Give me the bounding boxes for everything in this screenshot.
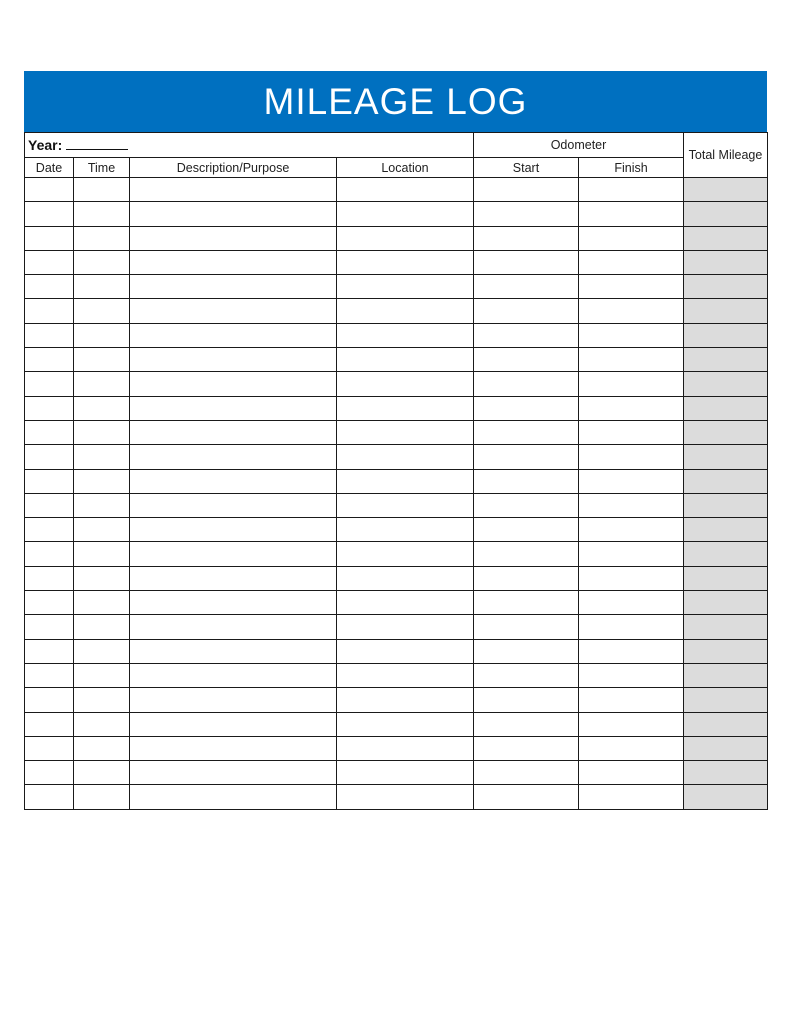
- table-row: [25, 396, 768, 420]
- total-mileage-cell[interactable]: [684, 178, 768, 202]
- odometer-finish-cell[interactable]: [579, 663, 684, 687]
- odometer-finish-cell[interactable]: [579, 202, 684, 226]
- location-cell[interactable]: [337, 445, 474, 469]
- odometer-finish-cell[interactable]: [579, 348, 684, 372]
- total-mileage-cell[interactable]: [684, 663, 768, 687]
- odometer-finish-cell[interactable]: [579, 420, 684, 444]
- time-cell[interactable]: [74, 542, 130, 566]
- total-mileage-cell[interactable]: [684, 639, 768, 663]
- odometer-start-cell[interactable]: [474, 712, 579, 736]
- location-cell[interactable]: [337, 226, 474, 250]
- odometer-start-cell[interactable]: [474, 736, 579, 760]
- location-cell[interactable]: [337, 250, 474, 274]
- mileage-log-sheet: [24, 71, 767, 810]
- odometer-finish-cell[interactable]: [579, 712, 684, 736]
- location-cell[interactable]: [337, 372, 474, 396]
- location-cell[interactable]: [337, 420, 474, 444]
- odometer-start-cell[interactable]: [474, 323, 579, 347]
- total-mileage-cell[interactable]: [684, 542, 768, 566]
- description-cell[interactable]: [130, 250, 337, 274]
- odometer-finish-cell[interactable]: [579, 736, 684, 760]
- description-cell[interactable]: [130, 178, 337, 202]
- location-cell[interactable]: [337, 348, 474, 372]
- time-cell[interactable]: [74, 712, 130, 736]
- table-row: [25, 761, 768, 785]
- table-row: [25, 420, 768, 444]
- time-cell[interactable]: [74, 761, 130, 785]
- odometer-start-cell[interactable]: [474, 250, 579, 274]
- time-cell[interactable]: [74, 445, 130, 469]
- odometer-start-cell[interactable]: [474, 226, 579, 250]
- table-row: [25, 712, 768, 736]
- location-cell[interactable]: [337, 566, 474, 590]
- location-cell[interactable]: [337, 663, 474, 687]
- table-row: [25, 688, 768, 712]
- description-cell[interactable]: [130, 493, 337, 517]
- odometer-start-cell[interactable]: [474, 493, 579, 517]
- location-cell[interactable]: [337, 299, 474, 323]
- table-row: [25, 250, 768, 274]
- odometer-start-cell[interactable]: [474, 639, 579, 663]
- odometer-finish-cell[interactable]: [579, 566, 684, 590]
- location-cell[interactable]: [337, 615, 474, 639]
- odometer-finish-cell[interactable]: [579, 445, 684, 469]
- odometer-start-cell[interactable]: [474, 566, 579, 590]
- date-cell[interactable]: [25, 639, 74, 663]
- location-cell[interactable]: [337, 323, 474, 347]
- time-cell[interactable]: [74, 615, 130, 639]
- total-mileage-cell[interactable]: [684, 469, 768, 493]
- year-field[interactable]: [25, 133, 474, 158]
- description-cell[interactable]: [130, 518, 337, 542]
- time-cell[interactable]: [74, 226, 130, 250]
- date-cell[interactable]: [25, 226, 74, 250]
- table-row: [25, 275, 768, 299]
- table-row: [25, 736, 768, 760]
- description-cell[interactable]: [130, 688, 337, 712]
- location-cell[interactable]: [337, 493, 474, 517]
- description-cell[interactable]: [130, 396, 337, 420]
- location-cell[interactable]: [337, 178, 474, 202]
- odometer-finish-cell[interactable]: [579, 761, 684, 785]
- total-mileage-cell[interactable]: [684, 420, 768, 444]
- description-cell[interactable]: [130, 761, 337, 785]
- odometer-start-cell[interactable]: [474, 615, 579, 639]
- description-cell[interactable]: [130, 323, 337, 347]
- odometer-finish-cell[interactable]: [579, 250, 684, 274]
- date-cell[interactable]: [25, 493, 74, 517]
- header-row-primary: [25, 133, 768, 158]
- table-row: [25, 178, 768, 202]
- date-cell[interactable]: [25, 396, 74, 420]
- time-cell[interactable]: [74, 275, 130, 299]
- odometer-finish-cell[interactable]: [579, 785, 684, 809]
- start-column-header: Start: [474, 158, 579, 178]
- odometer-start-cell[interactable]: [474, 372, 579, 396]
- table-row: [25, 493, 768, 517]
- description-cell[interactable]: [130, 445, 337, 469]
- date-cell[interactable]: [25, 518, 74, 542]
- total-mileage-cell[interactable]: [684, 785, 768, 809]
- date-cell[interactable]: [25, 591, 74, 615]
- time-cell[interactable]: [74, 639, 130, 663]
- date-cell[interactable]: [25, 469, 74, 493]
- time-cell[interactable]: [74, 299, 130, 323]
- table-row: [25, 202, 768, 226]
- total-mileage-header: Total Mileage: [684, 133, 768, 178]
- time-cell[interactable]: [74, 250, 130, 274]
- description-cell[interactable]: [130, 615, 337, 639]
- odometer-start-cell[interactable]: [474, 469, 579, 493]
- table-row: [25, 542, 768, 566]
- odometer-start-cell[interactable]: [474, 420, 579, 444]
- description-cell[interactable]: [130, 299, 337, 323]
- date-cell[interactable]: [25, 542, 74, 566]
- odometer-finish-cell[interactable]: [579, 323, 684, 347]
- date-cell[interactable]: [25, 348, 74, 372]
- table-row: [25, 615, 768, 639]
- table-row: [25, 226, 768, 250]
- time-cell[interactable]: [74, 323, 130, 347]
- total-mileage-cell[interactable]: [684, 736, 768, 760]
- location-cell[interactable]: [337, 275, 474, 299]
- location-cell[interactable]: [337, 202, 474, 226]
- date-cell[interactable]: [25, 275, 74, 299]
- date-cell[interactable]: [25, 736, 74, 760]
- location-cell[interactable]: [337, 518, 474, 542]
- location-cell[interactable]: [337, 639, 474, 663]
- date-cell[interactable]: [25, 299, 74, 323]
- description-cell[interactable]: [130, 712, 337, 736]
- location-cell[interactable]: [337, 469, 474, 493]
- odometer-start-cell[interactable]: [474, 688, 579, 712]
- description-cell[interactable]: [130, 275, 337, 299]
- description-cell[interactable]: [130, 202, 337, 226]
- time-cell[interactable]: [74, 178, 130, 202]
- odometer-start-cell[interactable]: [474, 275, 579, 299]
- location-cell[interactable]: [337, 785, 474, 809]
- time-column-header: Time: [74, 158, 130, 178]
- year-blank-line[interactable]: [66, 137, 128, 150]
- year-label: Year:: [28, 137, 63, 153]
- date-cell[interactable]: [25, 761, 74, 785]
- table-row: [25, 372, 768, 396]
- table-row: [25, 518, 768, 542]
- total-mileage-cell[interactable]: [684, 299, 768, 323]
- finish-column-header: Finish: [579, 158, 684, 178]
- table-row: [25, 566, 768, 590]
- date-cell[interactable]: [25, 566, 74, 590]
- time-cell[interactable]: [74, 663, 130, 687]
- description-cell[interactable]: [130, 372, 337, 396]
- total-mileage-cell[interactable]: [684, 250, 768, 274]
- mileage-log-table: [24, 132, 768, 810]
- description-cell[interactable]: [130, 226, 337, 250]
- odometer-start-cell[interactable]: [474, 299, 579, 323]
- location-cell[interactable]: [337, 591, 474, 615]
- odometer-finish-cell[interactable]: [579, 299, 684, 323]
- description-cell[interactable]: [130, 591, 337, 615]
- table-row: [25, 663, 768, 687]
- odometer-finish-cell[interactable]: [579, 178, 684, 202]
- date-cell[interactable]: [25, 445, 74, 469]
- odometer-start-cell[interactable]: [474, 542, 579, 566]
- date-cell[interactable]: [25, 250, 74, 274]
- odometer-finish-cell[interactable]: [579, 493, 684, 517]
- total-mileage-cell[interactable]: [684, 591, 768, 615]
- location-cell[interactable]: [337, 396, 474, 420]
- location-cell[interactable]: [337, 712, 474, 736]
- odometer-finish-cell[interactable]: [579, 591, 684, 615]
- time-cell[interactable]: [74, 785, 130, 809]
- total-mileage-cell[interactable]: [684, 615, 768, 639]
- description-cell[interactable]: [130, 566, 337, 590]
- odometer-start-cell[interactable]: [474, 348, 579, 372]
- page-title-bar: [24, 71, 767, 132]
- total-mileage-cell[interactable]: [684, 396, 768, 420]
- location-cell[interactable]: [337, 688, 474, 712]
- odometer-start-cell[interactable]: [474, 518, 579, 542]
- odometer-finish-cell[interactable]: [579, 469, 684, 493]
- table-row: [25, 348, 768, 372]
- description-cell[interactable]: [130, 420, 337, 444]
- date-cell[interactable]: [25, 178, 74, 202]
- date-cell[interactable]: [25, 785, 74, 809]
- odometer-start-cell[interactable]: [474, 396, 579, 420]
- description-cell[interactable]: [130, 785, 337, 809]
- odometer-start-cell[interactable]: [474, 761, 579, 785]
- total-mileage-cell[interactable]: [684, 202, 768, 226]
- odometer-finish-cell[interactable]: [579, 226, 684, 250]
- location-cell[interactable]: [337, 761, 474, 785]
- time-cell[interactable]: [74, 736, 130, 760]
- odometer-finish-cell[interactable]: [579, 372, 684, 396]
- description-cell[interactable]: [130, 469, 337, 493]
- total-mileage-cell[interactable]: [684, 712, 768, 736]
- total-mileage-cell[interactable]: [684, 518, 768, 542]
- time-cell[interactable]: [74, 469, 130, 493]
- total-mileage-cell[interactable]: [684, 226, 768, 250]
- description-cell[interactable]: [130, 542, 337, 566]
- odometer-finish-cell[interactable]: [579, 542, 684, 566]
- table-row: [25, 469, 768, 493]
- time-cell[interactable]: [74, 396, 130, 420]
- odometer-finish-cell[interactable]: [579, 518, 684, 542]
- date-cell[interactable]: [25, 372, 74, 396]
- time-cell[interactable]: [74, 493, 130, 517]
- location-column-header: Location: [337, 158, 474, 178]
- total-mileage-cell[interactable]: [684, 493, 768, 517]
- odometer-finish-cell[interactable]: [579, 275, 684, 299]
- date-cell[interactable]: [25, 688, 74, 712]
- total-mileage-cell[interactable]: [684, 348, 768, 372]
- odometer-start-cell[interactable]: [474, 591, 579, 615]
- time-cell[interactable]: [74, 566, 130, 590]
- odometer-header: Odometer: [474, 133, 684, 158]
- total-mileage-cell[interactable]: [684, 275, 768, 299]
- date-cell[interactable]: [25, 323, 74, 347]
- table-row: [25, 639, 768, 663]
- date-cell[interactable]: [25, 615, 74, 639]
- date-cell[interactable]: [25, 663, 74, 687]
- odometer-start-cell[interactable]: [474, 785, 579, 809]
- total-mileage-cell[interactable]: [684, 688, 768, 712]
- odometer-start-cell[interactable]: [474, 178, 579, 202]
- total-mileage-cell[interactable]: [684, 566, 768, 590]
- time-cell[interactable]: [74, 372, 130, 396]
- table-row: [25, 591, 768, 615]
- odometer-start-cell[interactable]: [474, 663, 579, 687]
- time-cell[interactable]: [74, 688, 130, 712]
- description-cell[interactable]: [130, 736, 337, 760]
- time-cell[interactable]: [74, 348, 130, 372]
- odometer-finish-cell[interactable]: [579, 688, 684, 712]
- total-mileage-cell[interactable]: [684, 445, 768, 469]
- total-mileage-cell[interactable]: [684, 372, 768, 396]
- location-cell[interactable]: [337, 542, 474, 566]
- time-cell[interactable]: [74, 591, 130, 615]
- description-column-header: Description/Purpose: [130, 158, 337, 178]
- time-cell[interactable]: [74, 518, 130, 542]
- odometer-start-cell[interactable]: [474, 202, 579, 226]
- time-cell[interactable]: [74, 420, 130, 444]
- description-cell[interactable]: [130, 348, 337, 372]
- table-row: [25, 323, 768, 347]
- time-cell[interactable]: [74, 202, 130, 226]
- odometer-finish-cell[interactable]: [579, 396, 684, 420]
- description-cell[interactable]: [130, 663, 337, 687]
- header-row-columns: [25, 158, 768, 178]
- date-cell[interactable]: [25, 420, 74, 444]
- odometer-start-cell[interactable]: [474, 445, 579, 469]
- description-cell[interactable]: [130, 639, 337, 663]
- odometer-finish-cell[interactable]: [579, 639, 684, 663]
- location-cell[interactable]: [337, 736, 474, 760]
- table-row: [25, 445, 768, 469]
- total-mileage-cell[interactable]: [684, 323, 768, 347]
- date-column-header: Date: [25, 158, 74, 178]
- odometer-finish-cell[interactable]: [579, 615, 684, 639]
- page-title: MILEAGE LOG: [263, 80, 528, 122]
- total-mileage-cell[interactable]: [684, 761, 768, 785]
- date-cell[interactable]: [25, 712, 74, 736]
- table-row: [25, 299, 768, 323]
- table-row: [25, 785, 768, 809]
- date-cell[interactable]: [25, 202, 74, 226]
